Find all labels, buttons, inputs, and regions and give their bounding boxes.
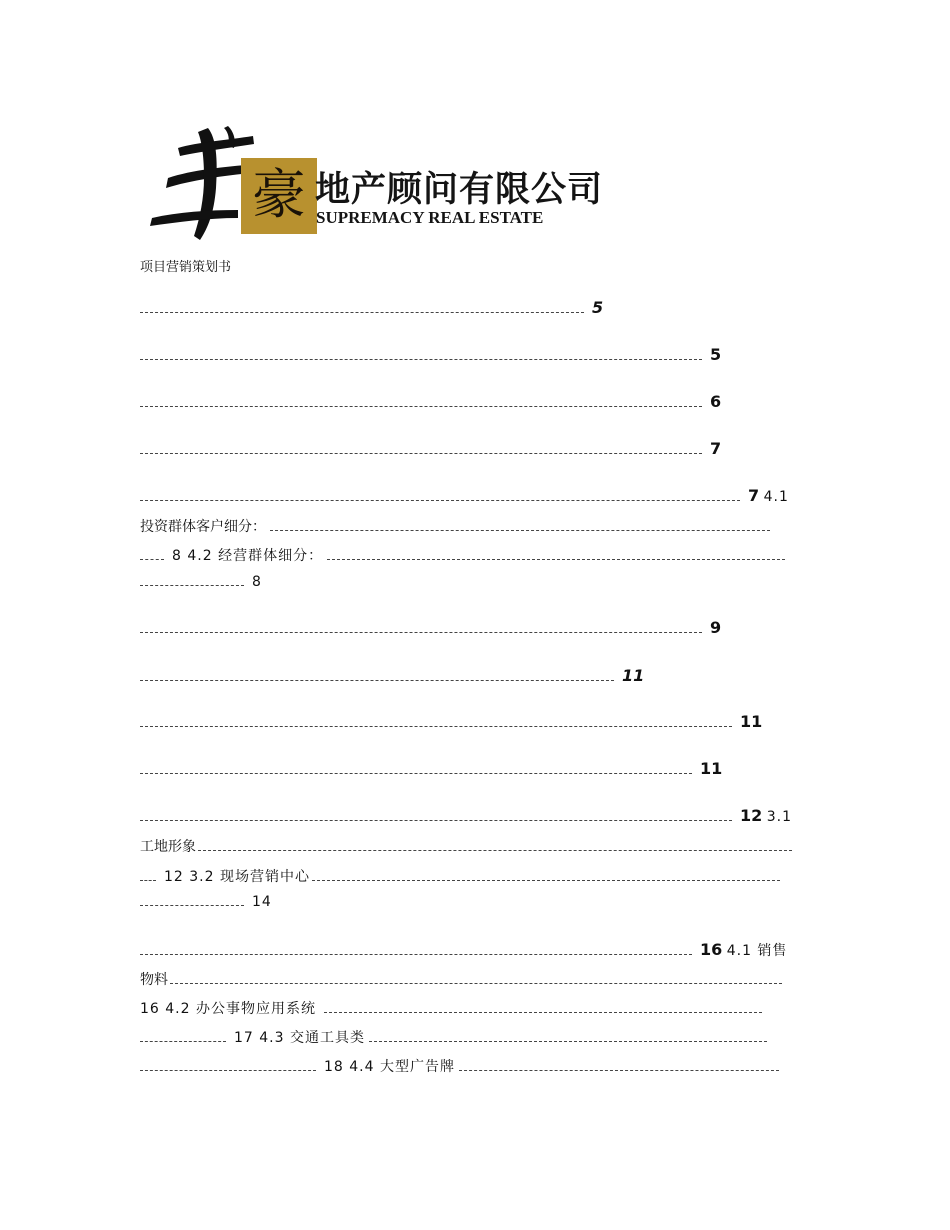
page-number: 8 [252, 574, 262, 590]
dot-leader [327, 558, 785, 560]
toc-entry [140, 998, 770, 1018]
toc-entry [140, 969, 790, 989]
toc-entry [140, 836, 800, 856]
section-number: 4.1 销售 [726, 943, 788, 959]
dot-leader [140, 499, 740, 501]
dot-leader [140, 358, 702, 360]
dot-leader [140, 679, 614, 681]
toc-entry [140, 574, 262, 590]
dot-leader [140, 879, 156, 881]
toc-entry-text: 投资群体客户细分： [140, 519, 266, 535]
page-number: 6 [710, 392, 722, 411]
page-number: 11 [700, 759, 723, 778]
toc-entry [140, 866, 788, 886]
company-logo [138, 118, 604, 248]
dot-leader [140, 405, 702, 407]
toc-entry [140, 1027, 775, 1047]
dot-leader [140, 452, 702, 454]
dot-leader [140, 904, 244, 906]
page-number: 7 [748, 486, 760, 505]
dot-leader [140, 584, 244, 586]
logo-seal [241, 158, 317, 234]
dot-leader [140, 725, 732, 727]
dot-leader [140, 1040, 226, 1042]
page-number: 12 [740, 806, 763, 825]
toc-entry-text: 工地形象 [140, 839, 196, 855]
dot-leader [140, 1069, 316, 1071]
page-number: 16 [700, 940, 723, 959]
toc-entry [140, 392, 721, 411]
dot-leader [140, 772, 692, 774]
dot-leader [324, 1011, 762, 1013]
toc-entry [140, 545, 793, 565]
toc-entry [140, 940, 787, 960]
toc-entry [140, 486, 789, 505]
toc-entry [140, 712, 762, 731]
dot-leader [140, 631, 702, 633]
toc-entry [140, 759, 722, 778]
page-number: 7 [710, 439, 722, 458]
dot-leader [270, 529, 770, 531]
toc-entry [140, 894, 272, 910]
toc-entry [140, 298, 603, 317]
toc-entry-text: 12 3.2 现场营销中心 [164, 869, 310, 885]
toc-entry [140, 806, 792, 825]
toc-entry [140, 1056, 787, 1076]
dot-leader [198, 849, 792, 851]
toc-entry [140, 516, 778, 536]
dot-leader [312, 879, 780, 881]
page-number: 9 [710, 618, 722, 637]
dot-leader [140, 819, 732, 821]
page-number: 5 [710, 345, 722, 364]
dot-leader [140, 311, 584, 313]
dot-leader [140, 953, 692, 955]
logo-seal-char: 豪 [252, 163, 306, 226]
page-number: 11 [740, 712, 763, 731]
toc-entry-text: 物料 [140, 972, 168, 988]
company-name-en: SUPREMACY REAL ESTATE [316, 208, 544, 227]
page-number: 5 [592, 298, 604, 317]
dot-leader [459, 1069, 779, 1071]
company-name-cn: 地产顾问有限公司 [315, 169, 604, 210]
toc-entry-text: 16 4.2 办公事物应用系统 [140, 1001, 316, 1017]
dot-leader [140, 558, 164, 560]
section-number: 4.1 [763, 489, 789, 505]
toc-entry [140, 345, 721, 364]
section-number: 3.1 [766, 809, 792, 825]
document-title: 项目营销策划书 [140, 260, 232, 275]
page-number: 11 [622, 666, 645, 685]
toc-entry [140, 439, 721, 458]
toc-entry-text: 18 4.4 大型广告牌 [324, 1059, 455, 1075]
toc-entry [140, 666, 644, 685]
dot-leader [170, 982, 782, 984]
dot-leader [369, 1040, 767, 1042]
page-number: 14 [252, 894, 272, 910]
toc-entry-text: 17 4.3 交通工具类 [234, 1030, 365, 1046]
toc-entry [140, 618, 721, 637]
toc-entry-text: 8 4.2 经营群体细分： [172, 548, 324, 564]
